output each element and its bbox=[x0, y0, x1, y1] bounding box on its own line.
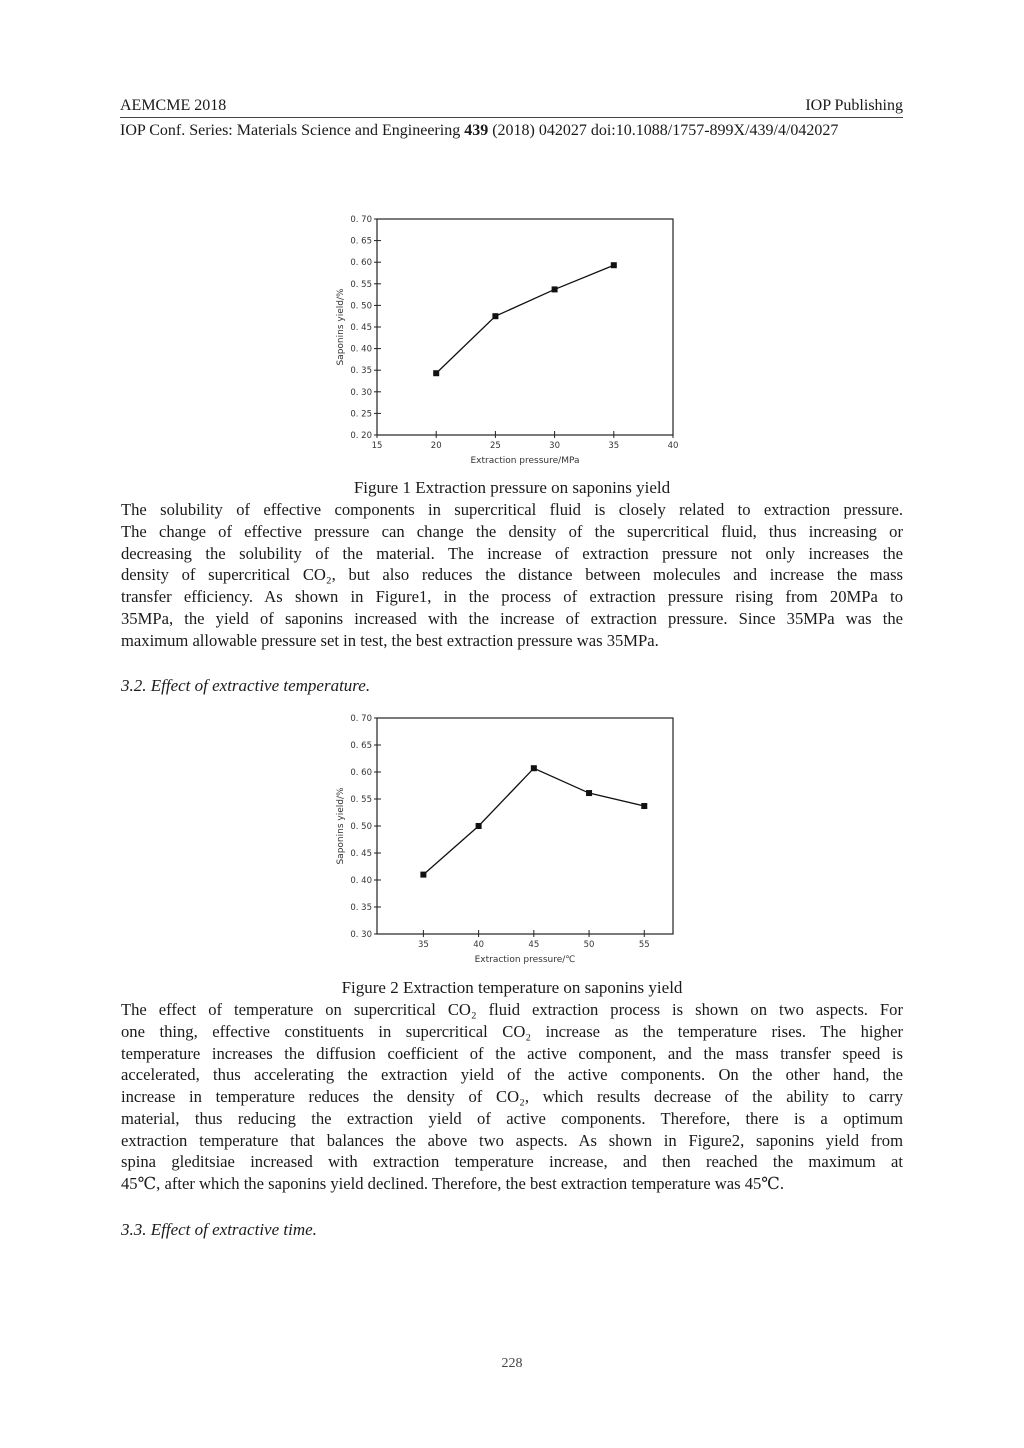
data-point-marker bbox=[531, 765, 537, 771]
paragraph-line: extraction temperature that balances the above two aspects. As shown in Figure2, saponins yield from bbox=[121, 1130, 903, 1150]
y-tick-label: 0. 70 bbox=[350, 215, 372, 225]
y-tick-label: 0. 45 bbox=[350, 849, 372, 859]
section-heading-3-3: 3.3. Effect of extractive time. bbox=[121, 1220, 317, 1239]
y-tick-label: 0. 60 bbox=[350, 768, 372, 778]
data-point-marker bbox=[641, 803, 647, 809]
y-tick-label: 0. 70 bbox=[350, 714, 372, 724]
y-tick-label: 0. 60 bbox=[350, 258, 372, 269]
y-tick-label: 0. 50 bbox=[350, 301, 372, 312]
y-tick-label: 0. 40 bbox=[350, 876, 372, 886]
x-tick-label: 55 bbox=[638, 940, 650, 950]
paragraph-temperature bbox=[121, 999, 903, 1195]
x-tick-label: 45 bbox=[528, 940, 540, 950]
paragraph-line: temperature increases the diffusion coefficient of the active component, and the mass transfer speed is bbox=[121, 1043, 903, 1063]
y-tick-label: 0. 30 bbox=[350, 387, 372, 398]
header-rule bbox=[120, 117, 903, 118]
y-tick-label: 0. 20 bbox=[350, 431, 372, 441]
x-tick-label: 25 bbox=[489, 441, 501, 451]
figure-1-chart bbox=[325, 206, 705, 471]
y-axis-label: Saponins yield/% bbox=[336, 787, 346, 865]
data-point-marker bbox=[433, 370, 439, 376]
paragraph-line: accelerated, thus accelerating the extraction yield of the active components. On the other hand, the bbox=[121, 1065, 903, 1085]
paragraph-line: 35MPa, the yield of saponins increased with the increase of extraction pressure. Since 35MPa was the bbox=[121, 608, 903, 628]
y-tick-label: 0. 35 bbox=[350, 903, 372, 913]
paragraph-pressure bbox=[121, 499, 903, 651]
data-point-marker bbox=[492, 313, 498, 319]
x-tick-label: 20 bbox=[430, 441, 442, 451]
y-tick-label: 0. 55 bbox=[350, 795, 372, 805]
figure-1-caption: Figure 1 Extraction pressure on saponins yield bbox=[353, 478, 671, 497]
y-tick-label: 0. 45 bbox=[350, 323, 372, 333]
x-tick-label: 35 bbox=[417, 940, 429, 950]
paragraph-line: density of supercritical CO₂, but also reduces the distance between molecules and increase the mass bbox=[121, 565, 903, 585]
series-line bbox=[436, 265, 614, 373]
paragraph-line: spina gleditsiae increased with extraction temperature increase, and then reached the maximum at bbox=[121, 1152, 903, 1172]
volume-number: 439 bbox=[464, 122, 489, 139]
plot-frame bbox=[377, 219, 673, 435]
paragraph-line: maximum allowable pressure set in test, the best extraction pressure was 35MPa. bbox=[121, 630, 659, 650]
x-tick-label: 35 bbox=[608, 441, 620, 451]
data-point-marker bbox=[420, 872, 426, 878]
series-suffix: (2018) 042027 doi:10.1088/1757-899X/439/4/042027 bbox=[488, 122, 839, 139]
paragraph-line: The solubility of effective components in supercritical fluid is closely related to extraction pressure. bbox=[121, 500, 903, 519]
y-axis-label: Saponins yield/% bbox=[336, 288, 346, 366]
figure-2-chart bbox=[325, 705, 705, 970]
y-tick-label: 0. 30 bbox=[350, 930, 372, 940]
paragraph-line: The effect of temperature on supercritical CO₂ fluid extraction process is shown on two aspects. For bbox=[121, 1000, 903, 1019]
conference-name: AEMCME 2018 bbox=[120, 97, 227, 114]
x-axis-label: Extraction pressure/℃ bbox=[474, 955, 576, 965]
publisher-name: IOP Publishing bbox=[805, 97, 903, 114]
data-point-marker bbox=[611, 262, 617, 268]
data-point-marker bbox=[586, 790, 592, 796]
figure-2 bbox=[325, 705, 705, 970]
paragraph-line: transfer efficiency. As shown in Figure1, in the process of extraction pressure rising from 20MPa to bbox=[121, 587, 903, 606]
paragraph-line: The change of effective pressure can change the density of the supercritical fluid, thus increasing or bbox=[121, 521, 903, 541]
x-axis-label: Extraction pressure/MPa bbox=[470, 456, 580, 466]
page-number: 228 bbox=[501, 1356, 523, 1371]
y-tick-label: 0. 50 bbox=[350, 822, 372, 832]
y-tick-label: 0. 55 bbox=[350, 279, 372, 290]
paragraph-line: material, thus reducing the extraction yield of active components. Therefore, there is a optimum bbox=[121, 1108, 903, 1128]
plot-frame bbox=[377, 718, 673, 934]
y-tick-label: 0. 35 bbox=[350, 366, 372, 377]
data-point-marker bbox=[552, 286, 558, 292]
paragraph-line: increase in temperature reduces the density of CO₂, which results decrease of the ability to carry bbox=[121, 1087, 903, 1106]
y-tick-label: 0. 65 bbox=[350, 236, 372, 247]
series-line bbox=[120, 121, 838, 141]
x-tick-label: 40 bbox=[473, 940, 485, 950]
x-tick-label: 50 bbox=[583, 940, 595, 950]
y-tick-label: 0. 40 bbox=[350, 344, 372, 355]
x-tick-label: 15 bbox=[371, 441, 383, 451]
figure-1 bbox=[325, 206, 705, 471]
paragraph-line: 45℃, after which the saponins yield declined. Therefore, the best extraction temperature was 45℃. bbox=[121, 1174, 785, 1193]
series-line bbox=[423, 768, 644, 874]
series-prefix: IOP Conf. Series: Materials Science and Engineering bbox=[120, 122, 465, 139]
data-point-marker bbox=[476, 823, 482, 829]
y-tick-label: 0. 25 bbox=[350, 409, 372, 420]
section-heading-3-2: 3.2. Effect of extractive temperature. bbox=[121, 676, 371, 695]
paragraph-line: decreasing the solubility of the material. The increase of extraction pressure not only increases the bbox=[121, 543, 903, 563]
x-tick-label: 30 bbox=[549, 441, 561, 451]
x-tick-label: 40 bbox=[667, 441, 679, 451]
figure-2-caption: Figure 2 Extraction temperature on saponins yield bbox=[341, 978, 683, 997]
y-tick-label: 0. 65 bbox=[350, 741, 372, 751]
paragraph-line: one thing, effective constituents in supercritical CO₂ increase as the temperature rises. The higher bbox=[121, 1021, 903, 1041]
